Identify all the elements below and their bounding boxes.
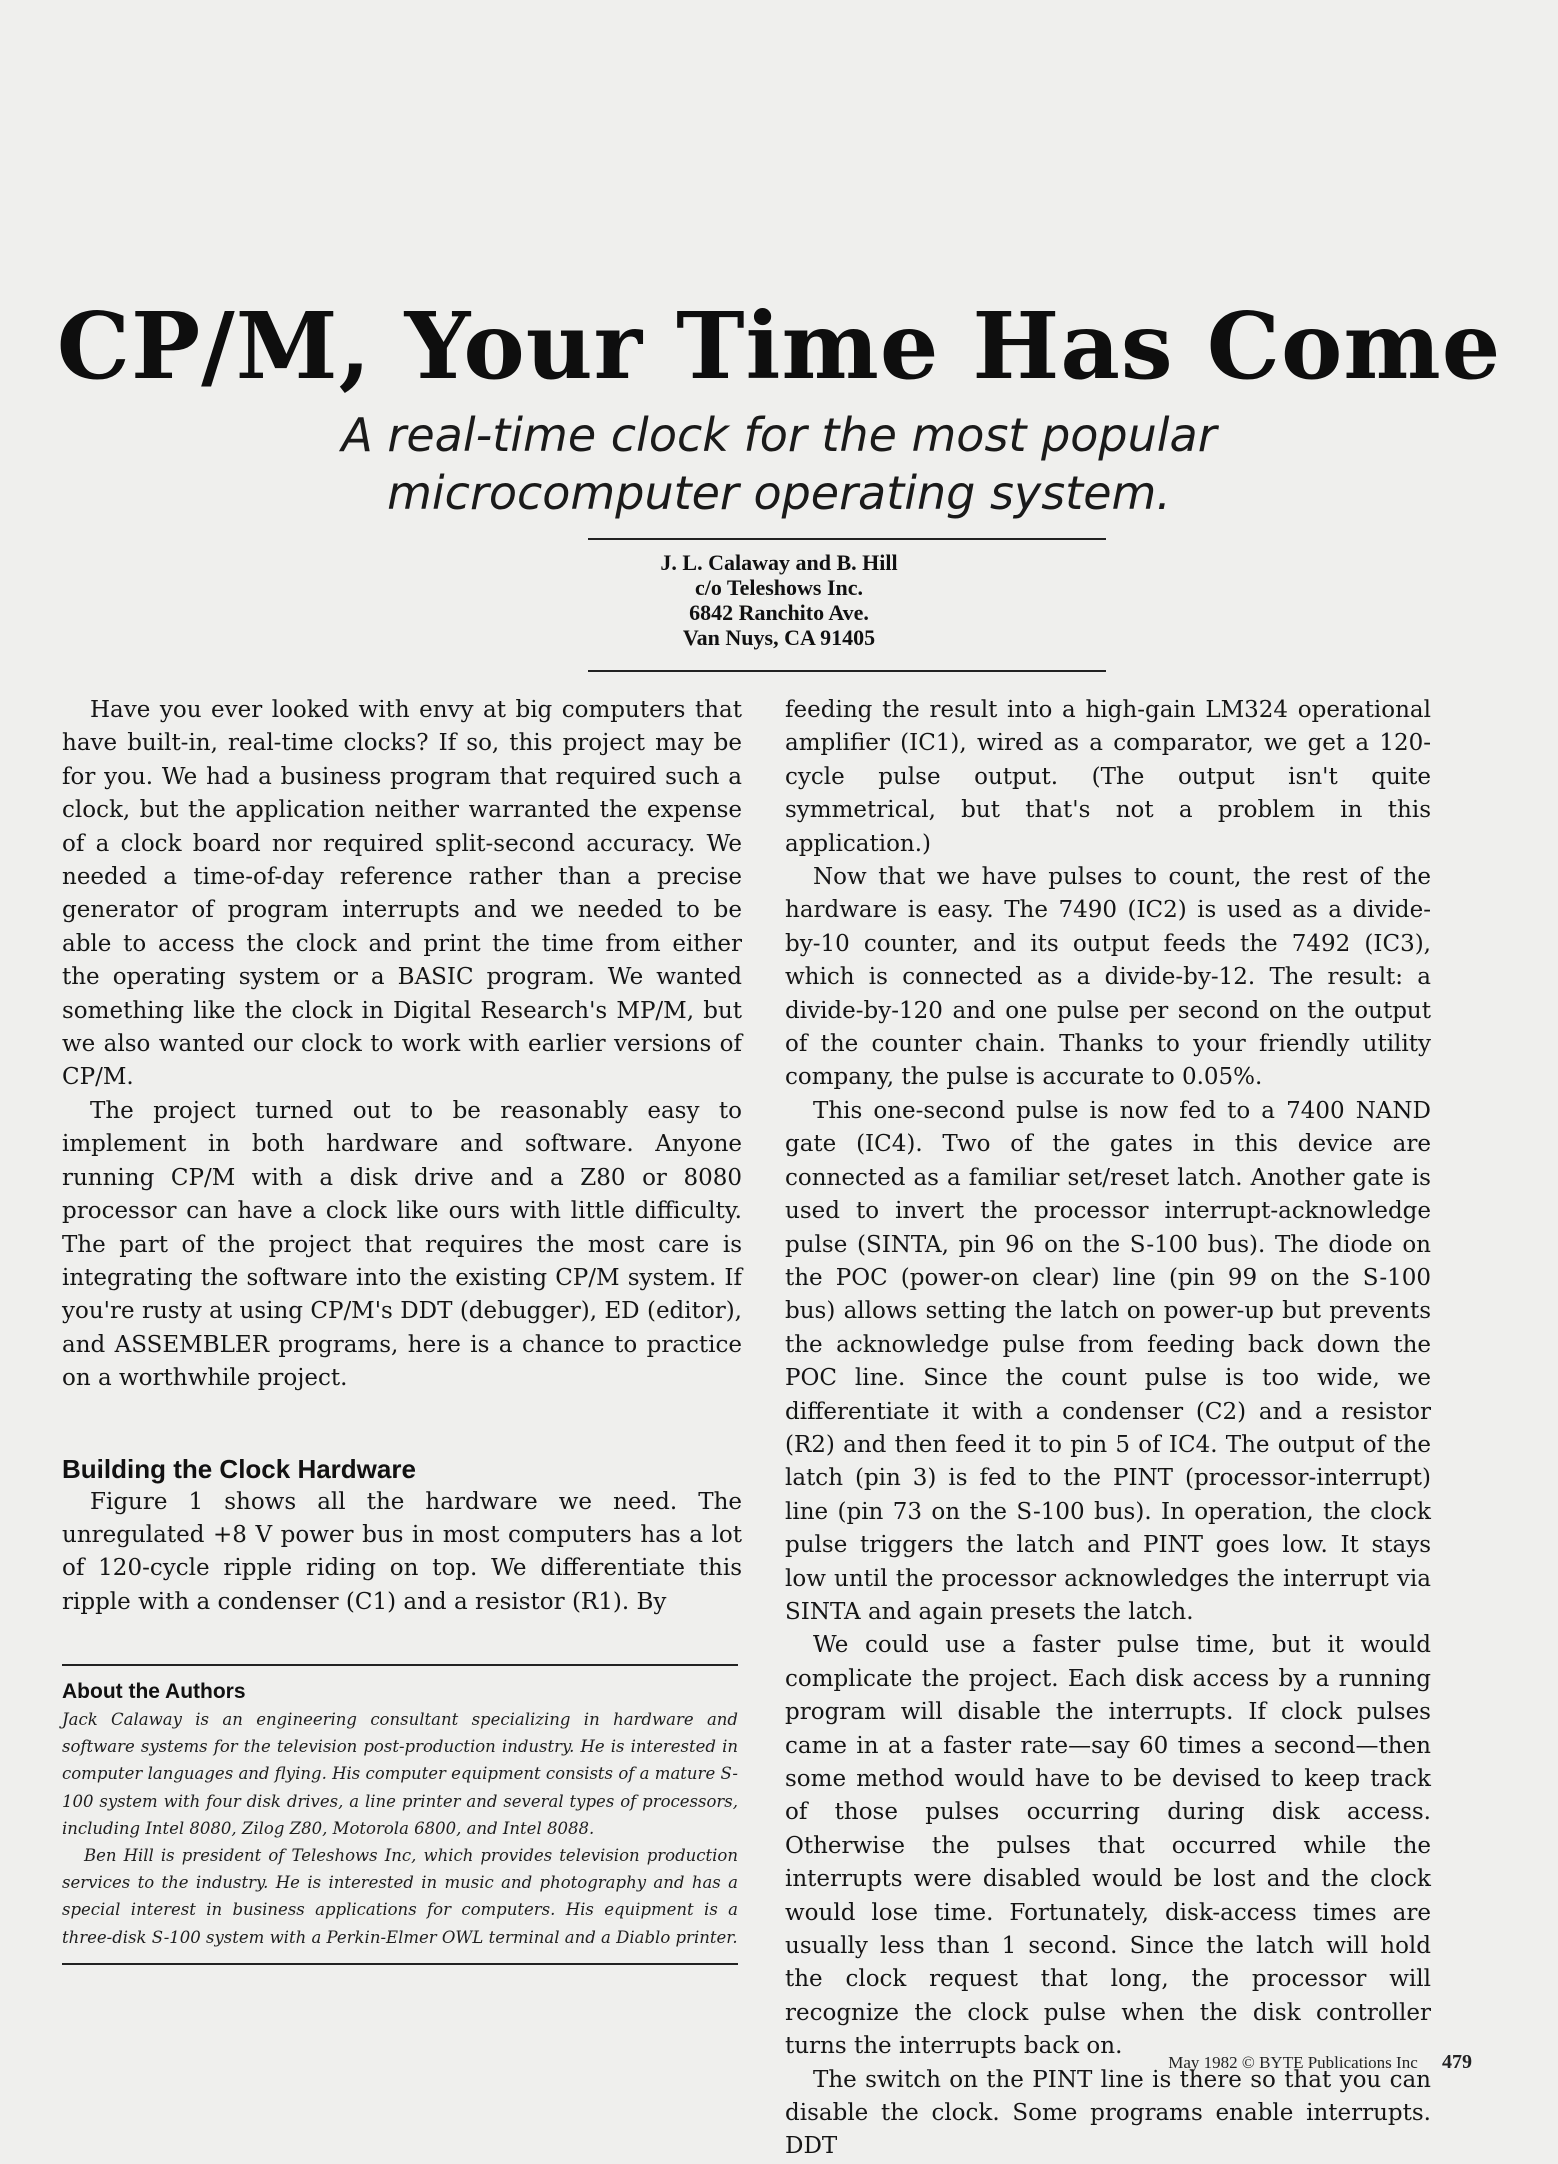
page-number: 479 [1442,2051,1472,2073]
right-paragraph-1: feeding the result into a high-gain LM324 operational amplifier (IC1), wired as a comparator, we get a 120-cycle pulse output. (The output isn't quite symmetrical, but that's not a problem in this application.) [785,697,1431,857]
right-column [785,694,1431,2164]
page-footer [1168,2050,1472,2075]
left-column [62,694,742,1619]
right-paragraph-5: The switch on the PINT line is there so that you can disable the clock. Some programs enable interrupts. DDT [785,2066,1431,2160]
article-subtitle [0,406,1558,522]
byline-bottom-rule [588,670,1106,672]
right-paragraph-4: We could use a faster pulse time, but it would complicate the project. Each disk access by a running program will disable the interrupts. If clock pulses came in at a faster rate—say 60 times a second—then some method would have to be devised to keep track of those pulses occurring during disk access. Otherwise the pulses that occurred while the interrupts were disabled would be lost and the clock would lose time. Fortunately, disk-access times are usually less than 1 second. Since the latch will hold the clock request that long, the processor will recognize the clock pulse when the disk controller turns the interrupts back on. [785,1632,1431,2060]
about-author-hill: Ben Hill is president of Teleshows Inc, which provides television production services to the industry. He is interested in music and photography and has a special interest in business applications for computers. His equipment is a three-disk S-100 system with a Perkin-Elmer OWL terminal and a Diablo printer. [62,1846,738,1947]
subtitle-line-2: microcomputer operating system. [387,466,1171,520]
left-paragraph-3: Figure 1 shows all the hardware we need. The unregulated +8 V power bus in most computers has a lot of 120-cycle ripple riding on top. We differentiate this ripple with a condenser (C1) and a resistor (R1). By [62,1488,742,1615]
byline-company: c/o Teleshows Inc. [694,575,864,600]
byline-street: 6842 Ranchito Ave. [689,600,869,625]
byline [0,550,1558,650]
about-authors-heading: About the Authors [62,1680,246,1703]
about-authors-box [62,1664,738,1965]
right-paragraph-2: Now that we have pulses to count, the rest of the hardware is easy. The 7490 (IC2) is used as a divide-by-10 counter, and its output feeds the 7492 (IC3), which is connected as a divide-by-12. The result: a divide-by-120 and one pulse per second on the output of the counter chain. Thanks to your friendly utility company, the pulse is accurate to 0.05%. [785,864,1431,1091]
byline-city: Van Nuys, CA 91405 [682,625,876,650]
byline-top-rule [588,538,1106,540]
left-paragraph-2: The project turned out to be reasonably easy to implement in both hardware and software. Anyone running CP/M with a disk drive and a Z80 or 8080 processor can have a clock like ours with little difficulty. The part of the project that requires the most care is integrating the software into the existing CP/M system. If you're rusty at using CP/M's DDT (debugger), ED (editor), and ASSEMBLER programs, here is a chance to practice on a worthwhile project. [62,1097,742,1392]
right-paragraph-3: This one-second pulse is now fed to a 7400 NAND gate (IC4). Two of the gates in this device are connected as a familiar set/reset latch. Another gate is used to invert the processor interrupt-acknowledge pulse (SINTA, pin 96 on the S-100 bus). The diode on the POC (power-on clear) line (pin 99 on the S-100 bus) allows setting the latch on power-up but prevents the acknowledge pulse from feeding back down the POC line. Since the count pulse is too wide, we differentiate it with a condenser (C2) and a resistor (R2) and then feed it to pin 5 of IC4. The output of the latch (pin 3) is fed to the PINT (processor-interrupt) line (pin 73 on the S-100 bus). In operation, the clock pulse triggers the latch and PINT goes low. It stays low until the processor acknowledges the interrupt via SINTA and again presets the latch. [785,1097,1431,1625]
about-author-calaway: Jack Calaway is an engineering consultant specializing in hardware and software systems for the television post-production industry. He is interested in computer languages and flying. His computer equipment consists of a mature S-100 system with four disk drives, a line printer and several types of processors, including Intel 8080, Zilog Z80, Motorola 6800, and Intel 8088. [62,1710,738,1838]
article-title: CP/M, Your Time Has Come [56,292,1502,400]
footer-credit: May 1982 © BYTE Publications Inc [1168,2053,1418,2072]
byline-authors: J. L. Calaway and B. Hill [660,550,898,575]
subtitle-line-1: A real-time clock for the most popular [341,408,1217,462]
section-heading: Building the Clock Hardware [62,1453,416,1484]
left-paragraph-1: Have you ever looked with envy at big computers that have built-in, real-time clocks? If so, this project may be for you. We had a business program that required such a clock, but the application neither warranted the expense of a clock board nor required split-second accuracy. We needed a time-of-day reference rather than a precise generator of program interrupts and we needed to be able to access the clock and print the time from either the operating system or a BASIC program. We wanted something like the clock in Digital Research's MP/M, but we also wanted our clock to work with earlier versions of CP/M. [62,697,742,1091]
